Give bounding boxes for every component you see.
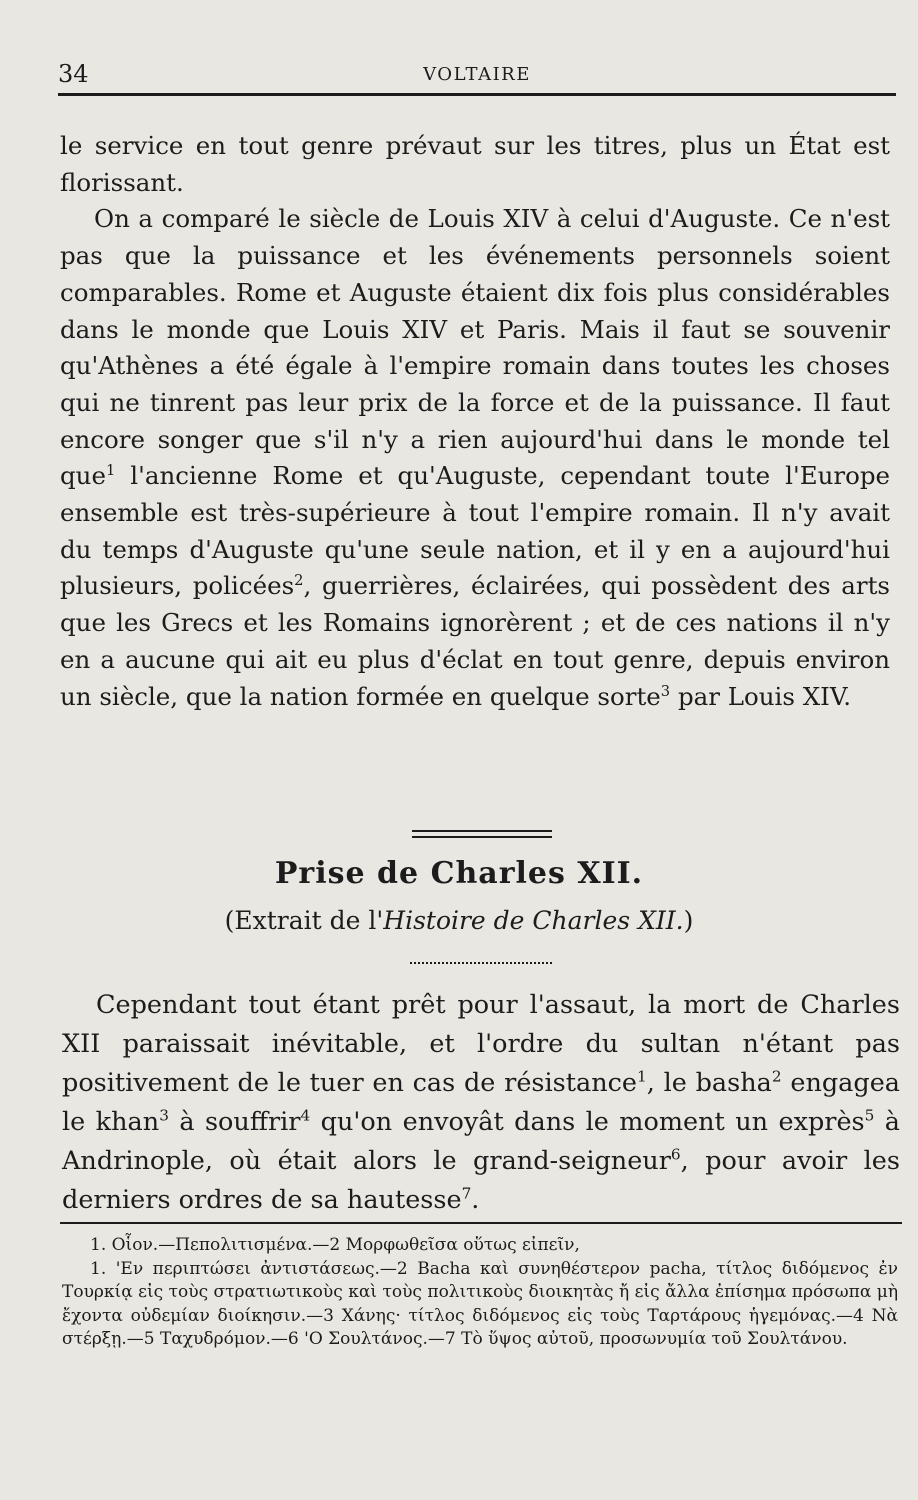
footnote-ref: 6: [670, 1145, 681, 1164]
paragraph-text: engagea le khan: [62, 1068, 901, 1137]
paragraph: [62, 986, 900, 1220]
footnote-ref: 2: [294, 572, 304, 590]
footnote-ref: 1: [105, 462, 116, 480]
section-text: [62, 986, 900, 1220]
paragraph-text: qu'on envoyât dans le moment un exprès: [310, 1107, 865, 1137]
paragraph-text: l'ancienne Rome et qu'Auguste, cependant toute l'Europe ensemble est très-supérieure à tout l'empire romain. Il n'y avait du temps d'Auguste qu'une seule nation, et il y en a aujourd'hui plusieurs, policées: [60, 461, 890, 601]
footnote-ref: 5: [864, 1106, 875, 1125]
paragraph-text: Cependant tout étant prêt pour l'assaut, la mort de Charles XII paraissait inévitable, et l'ordre du sultan n'étant pas positivement de le tuer en cas de résistance: [62, 990, 900, 1098]
page-header: [58, 58, 896, 94]
footnote-ref: 3: [159, 1106, 169, 1125]
paragraph-text: On a comparé le siècle de Louis XIV à celui d'Auguste. Ce n'est pas que la puissance et les événements personnels soient comparables. Rome et Auguste étaient dix fois plus considérables dans le monde que Louis XIV et Paris. Mais il faut se souvenir qu'Athènes a été égale à l'empire romain dans toutes les choses qui ne tinrent pas leur prix de la force et de la puissance. Il faut encore songer que s'il n'y a rien aujourd'hui dans le monde tel que: [60, 204, 890, 491]
dotted-ornament: [410, 962, 552, 968]
footnote-rule: [60, 1222, 902, 1224]
footnote: 1. Οἷον.—Πεπολιτισμένα.—2 Μορφωθεῖσα οὕτως εἰπεῖν,: [90, 1235, 580, 1255]
section-title: Prise de Charles XII.: [274, 856, 644, 891]
page-number: 34: [58, 60, 89, 88]
footnote-ref: 7: [461, 1184, 472, 1203]
footnote-ref: 2: [771, 1067, 782, 1086]
footnote-ref: 3: [660, 682, 671, 700]
footnotes: [62, 1234, 898, 1352]
paragraph-text: .: [471, 1185, 480, 1215]
paragraph: le service en tout genre prévaut sur les titres, plus un État est florissant.: [60, 131, 890, 197]
subtitle-work-title: Histoire de Charles XII.: [383, 906, 684, 935]
paragraph-text: à Andrinople, où était alors le grand-seigneur: [62, 1107, 901, 1176]
paragraph-text: par Louis XIV.: [670, 681, 852, 711]
running-title: VOLTAIRE: [423, 64, 531, 85]
subtitle-text: ): [683, 906, 694, 935]
paragraph-text: à souffrir: [168, 1107, 301, 1137]
section-subtitle: [0, 906, 918, 935]
section-divider: [412, 830, 552, 838]
footnote-ref: 4: [300, 1106, 311, 1125]
footnote-ref: 1: [637, 1067, 647, 1086]
paragraph-text: , pour avoir les derniers ordres de sa hautesse: [62, 1146, 900, 1215]
paragraph-text: , le basha: [646, 1068, 772, 1098]
subtitle-text: (Extrait de l': [224, 906, 384, 935]
paragraph-text: , guerrières, éclairées, qui possèdent des arts que les Grecs et les Romains ignorèrent ; et de ces nations il n'y en a aucune qui ait eu plus d'éclat en tout genre, depuis environ un siècle, que la nation formée en quelque sorte: [60, 571, 890, 711]
footnote: 1. 'Εν περιπτώσει ἀντιστάσεως.—2 Bacha καὶ συνηθέστερον pacha, τίτλος διδόμενος ἐν Τουρκίᾳ εἰς τοὺς στρατιωτικοὺς καὶ τοὺς πολιτικοὺς διοικητὰς ἤ εἰς ἄλλα ἐπίσημα πρόσωπα μὴ ἔχοντα οὐδεμίαν διοίκησιν.—3 Χάνης· τίτλος διδόμενος εἰς τοὺς Ταρτάρους ἡγεμόνας.—4 Νὰ στέρξῃ.—5 Ταχυδρόμον.—6 'Ο Σουλτάνος.—7 Τὸ ὕψος αὐτοῦ, προσωνυμία τοῦ Σουλτάνου.: [62, 1258, 898, 1350]
paragraph: [60, 201, 890, 715]
main-text: [60, 128, 890, 715]
header-rule: [58, 93, 896, 96]
